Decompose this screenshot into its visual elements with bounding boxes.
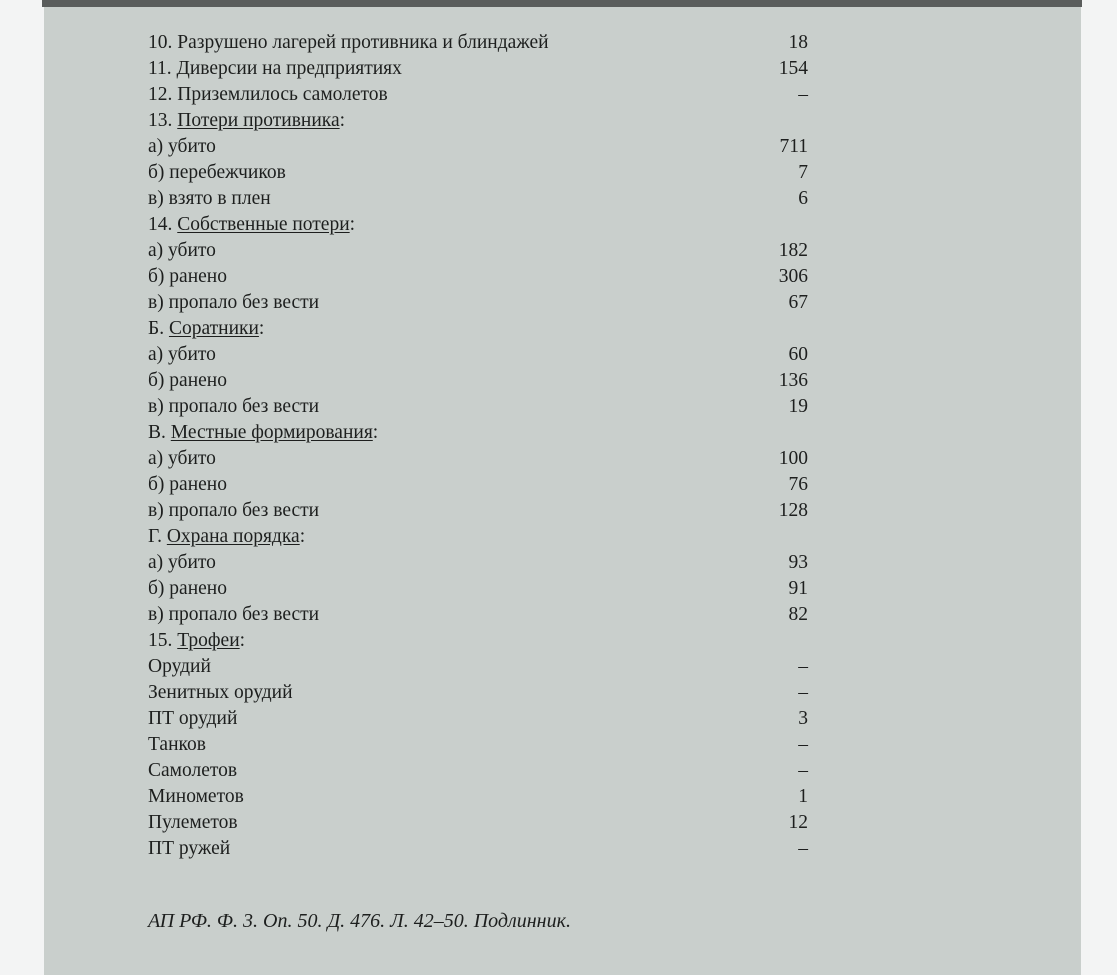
row-value: 6 [798, 188, 808, 209]
table-row [148, 758, 848, 784]
document-page [44, 7, 1081, 975]
row-label: ПТ орудий [148, 708, 238, 729]
report-table [148, 30, 848, 862]
row-label: Танков [148, 734, 206, 755]
table-row [148, 498, 848, 524]
row-label-prefix: Б. [148, 318, 169, 339]
row-label: в) пропало без вести [148, 500, 320, 521]
row-label: а) убито [148, 344, 216, 365]
row-label-suffix: : [372, 422, 379, 443]
row-value: 128 [778, 500, 808, 521]
row-label [148, 316, 264, 342]
row-value: 93 [788, 552, 808, 573]
table-row [148, 706, 848, 732]
row-value: – [798, 760, 808, 781]
row-value: 3 [798, 708, 808, 729]
table-row [148, 628, 848, 654]
table-row [148, 420, 848, 446]
row-label-prefix: 13. [148, 110, 178, 131]
row-label: а) убито [148, 240, 216, 261]
row-label: Орудий [148, 656, 211, 677]
row-value: 67 [788, 292, 808, 313]
table-row [148, 212, 848, 238]
row-label-prefix: 14. [148, 214, 178, 235]
row-value: 100 [778, 448, 808, 469]
row-value: 136 [778, 370, 808, 391]
window-top-bar [42, 0, 1082, 7]
row-value: – [798, 734, 808, 755]
table-row [148, 524, 848, 550]
table-row [148, 680, 848, 706]
table-row [148, 368, 848, 394]
row-value: 19 [788, 396, 808, 417]
row-value: 60 [788, 344, 808, 365]
row-value: – [798, 84, 808, 105]
row-label: в) пропало без вести [148, 292, 320, 313]
row-value: 82 [788, 604, 808, 625]
row-label-heading: Охрана порядка [166, 526, 300, 547]
row-value: – [798, 682, 808, 703]
row-label: Самолетов [148, 760, 238, 781]
row-label: в) взято в плен [148, 188, 271, 209]
row-label: Пулеметов [148, 812, 238, 833]
table-row [148, 836, 848, 862]
row-label: а) убито [148, 448, 216, 469]
row-label [148, 108, 345, 134]
table-row [148, 472, 848, 498]
row-value: 12 [788, 812, 808, 833]
table-row [148, 82, 848, 108]
table-row [148, 56, 848, 82]
table-row [148, 108, 848, 134]
row-label-heading: Собственные потери [177, 214, 350, 235]
table-row [148, 264, 848, 290]
table-row [148, 290, 848, 316]
row-value: – [798, 656, 808, 677]
row-label: б) перебежчиков [148, 162, 286, 183]
table-row [148, 576, 848, 602]
row-value: 1 [798, 786, 808, 807]
table-row [148, 784, 848, 810]
row-label [148, 212, 355, 238]
row-label-heading: Местные формирования [170, 422, 373, 443]
row-value: 711 [779, 136, 808, 157]
row-label: б) ранено [148, 578, 227, 599]
row-label: б) ранено [148, 474, 227, 495]
row-label [148, 628, 245, 654]
table-row [148, 238, 848, 264]
row-label-heading: Трофеи [177, 630, 240, 651]
table-row [148, 732, 848, 758]
table-row [148, 550, 848, 576]
row-label-suffix: : [239, 630, 246, 651]
table-row [148, 30, 848, 56]
row-label: б) ранено [148, 266, 227, 287]
row-label: Зенитных орудий [148, 682, 293, 703]
row-value: 18 [788, 32, 808, 53]
row-label: 12. Приземлилось самолетов [148, 84, 388, 105]
row-label [148, 420, 378, 446]
row-label-prefix: В. [148, 422, 171, 443]
row-label: б) ранено [148, 370, 227, 391]
row-label-suffix: : [339, 110, 346, 131]
table-row [148, 186, 848, 212]
row-label-heading: Потери противника [177, 110, 340, 131]
row-label: в) пропало без вести [148, 604, 320, 625]
row-label: а) убито [148, 552, 216, 573]
table-row [148, 394, 848, 420]
row-label: Минометов [148, 786, 244, 807]
row-label-prefix: Г. [148, 526, 167, 547]
row-label [148, 524, 305, 550]
row-label: в) пропало без вести [148, 396, 320, 417]
row-label: а) убито [148, 136, 216, 157]
row-label-prefix: 15. [148, 630, 178, 651]
archive-source-citation: АП РФ. Ф. 3. Оп. 50. Д. 476. Л. 42–50. Подлинник. [148, 910, 571, 932]
table-row [148, 446, 848, 472]
table-row [148, 134, 848, 160]
row-label: ПТ ружей [148, 838, 231, 859]
row-label-suffix: : [349, 214, 356, 235]
table-row [148, 810, 848, 836]
table-row [148, 316, 848, 342]
row-label: 10. Разрушено лагерей противника и блиндажей [148, 32, 549, 53]
row-value: 76 [788, 474, 808, 495]
table-row [148, 654, 848, 680]
row-value: 306 [778, 266, 808, 287]
row-label-heading: Соратники [168, 318, 259, 339]
table-row [148, 602, 848, 628]
row-label-suffix: : [299, 526, 306, 547]
row-value: 7 [798, 162, 808, 183]
row-label-suffix: : [258, 318, 265, 339]
table-row [148, 342, 848, 368]
table-row [148, 160, 848, 186]
row-value: – [798, 838, 808, 859]
row-value: 91 [788, 578, 808, 599]
row-value: 182 [778, 240, 808, 261]
row-label: 11. Диверсии на предприятиях [148, 58, 402, 79]
row-value: 154 [778, 58, 808, 79]
